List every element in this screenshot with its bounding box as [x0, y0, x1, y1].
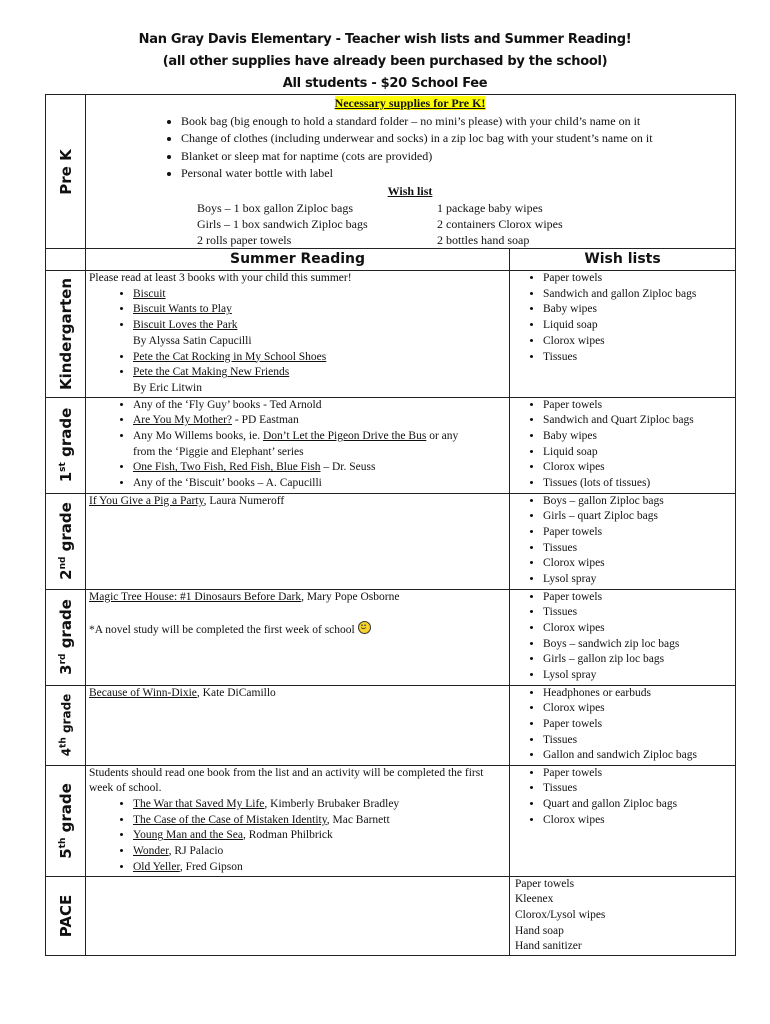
list-item: 2 rolls paper towels [197, 233, 292, 247]
list-item: • Tissues [543, 350, 731, 366]
list-item: • Wonder, RJ Palacio [133, 844, 505, 860]
smiley-face-icon [358, 621, 371, 634]
g1-book-list [89, 398, 505, 492]
list-item: • Tissues [543, 733, 731, 749]
pace-wish-list [510, 877, 735, 956]
list-item: Paper towels [515, 877, 575, 890]
summer-reading-header: Summer Reading [86, 249, 510, 271]
list-item: • Book bag (big enough to hold a standard folder – no mini’s please) with your child’s name on it [181, 113, 731, 131]
row-prek [46, 95, 736, 249]
list-item: • Paper towels [543, 766, 731, 782]
list-item: • Change of clothes (including underwear and socks) in a zip loc bag with your student’s name on it [181, 130, 731, 148]
g2-book-title: If You Give a Pig a Party [89, 494, 204, 507]
list-item: • Lysol spray [543, 668, 731, 684]
list-item: • Liquid soap [543, 318, 731, 334]
list-item: • Blanket or sleep mat for naptime (cots are provided) [181, 148, 731, 166]
grade-5-label: 5th grade [56, 782, 75, 859]
list-item: 2 containers Clorox wipes [437, 217, 563, 231]
list-item: • Clorox wipes [543, 460, 731, 476]
list-item: • Tissues [543, 605, 731, 621]
list-item: 1 package baby wipes [437, 201, 543, 215]
k-book-list [89, 287, 505, 334]
list-item: • Boys – sandwich zip loc bags [543, 637, 731, 653]
g1-wish-list [513, 398, 731, 492]
list-item: 2 bottles hand soap [437, 233, 530, 247]
list-item: • Biscuit Loves the Park [133, 318, 505, 334]
g5-wish-list [513, 766, 731, 829]
list-item: • Any Mo Willems books, ie. Don’t Let the Pigeon Drive the Bus or any from the ‘Piggie and Elephant’ series [133, 429, 505, 460]
list-item: Clorox/Lysol wipes [515, 908, 606, 921]
prek-wish-grid [197, 200, 731, 248]
g2-author: , Laura Numeroff [203, 494, 285, 507]
row-grade-2 [46, 493, 736, 589]
list-item: • Biscuit [133, 287, 505, 303]
k-author-2: By Eric Litwin [133, 381, 202, 394]
list-item: • Boys – gallon Ziploc bags [543, 494, 731, 510]
g5-intro: Students should read one book from the list and an activity will be completed the first week of school. [89, 766, 484, 795]
list-item: • Biscuit Wants to Play [133, 302, 505, 318]
g4-wish-list [513, 686, 731, 765]
g3-author: , Mary Pope Osborne [301, 590, 400, 603]
g3-wish-list [513, 590, 731, 684]
list-item: • Sandwich and Quart Ziploc bags [543, 413, 731, 429]
list-item: • Gallon and sandwich Ziploc bags [543, 748, 731, 764]
grade-4-label: 4th grade [58, 693, 73, 757]
kindergarten-label: Kindergarten [56, 277, 75, 390]
list-item: • Paper towels [543, 525, 731, 541]
list-item: • Headphones or earbuds [543, 686, 731, 702]
list-item: • Pete the Cat Making New Friends [133, 365, 505, 381]
list-item: • Liquid soap [543, 445, 731, 461]
list-item: • The Case of the Case of Mistaken Identity, Mac Barnett [133, 813, 505, 829]
row-kindergarten [46, 271, 736, 398]
list-item: • Clorox wipes [543, 556, 731, 572]
prek-content [86, 95, 736, 249]
list-item: • The War that Saved My Life, Kimberly Brubaker Bradley [133, 797, 505, 813]
list-item: • Lysol spray [543, 572, 731, 588]
column-header-row [46, 249, 736, 271]
list-item: • Young Man and the Sea, Rodman Philbrick [133, 828, 505, 844]
list-item: Boys – 1 box gallon Ziploc bags [197, 201, 353, 215]
row-grade-5 [46, 765, 736, 876]
g4-book-title: Because of Winn-Dixie [89, 686, 197, 699]
k-intro: Please read at least 3 books with your child this summer! [89, 272, 352, 284]
list-item: • Girls – gallon zip loc bags [543, 652, 731, 668]
list-item: • Girls – quart Ziploc bags [543, 509, 731, 525]
list-item: • Clorox wipes [543, 621, 731, 637]
pace-label: PACE [56, 894, 75, 938]
list-item: Girls – 1 box sandwich Ziploc bags [197, 217, 368, 231]
list-item: Hand soap [515, 924, 564, 937]
row-grade-1 [46, 397, 736, 493]
row-grade-4 [46, 685, 736, 765]
grade-3-label: 3rd grade [56, 599, 75, 675]
list-item: • Pete the Cat Rocking in My School Shoes [133, 350, 505, 366]
prek-supply-list [89, 113, 731, 183]
list-item: • Clorox wipes [543, 701, 731, 717]
list-item: • Clorox wipes [543, 813, 731, 829]
title-line-2: (all other supplies have already been purchased by the school) [162, 54, 608, 69]
supply-table [45, 94, 736, 956]
list-item: Kleenex [515, 893, 554, 906]
g3-book-title: Magic Tree House: #1 Dinosaurs Before Dark [89, 590, 302, 603]
title-line-1: Nan Gray Davis Elementary - Teacher wish lists and Summer Reading! [138, 32, 632, 47]
k-author-1: By Alyssa Satin Capucilli [133, 334, 252, 347]
grade-2-label: 2nd grade [56, 502, 75, 580]
list-item: • Sandwich and gallon Ziploc bags [543, 287, 731, 303]
list-item: • Old Yeller, Fred Gipson [133, 860, 505, 876]
list-item: • Clorox wipes [543, 334, 731, 350]
g4-author: , Kate DiCamillo [196, 686, 276, 699]
list-item: • Tissues [543, 541, 731, 557]
list-item: • Any of the ‘Fly Guy’ books - Ted Arnold [133, 398, 505, 414]
row-grade-3 [46, 589, 736, 685]
g5-book-list [89, 797, 505, 876]
k-wish-list [513, 271, 731, 365]
prek-wish-title: Wish list [387, 183, 433, 198]
prek-label: Pre K [56, 148, 75, 195]
grade-1-label: 1st grade [56, 407, 75, 483]
wish-lists-header: Wish lists [510, 249, 736, 271]
list-item: • One Fish, Two Fish, Red Fish, Blue Fish – Dr. Seuss [133, 460, 505, 476]
g2-wish-list [513, 494, 731, 588]
prek-label-cell [46, 95, 86, 249]
list-item: • Personal water bottle with label [181, 165, 731, 183]
list-item: • Tissues (lots of tissues) [543, 476, 731, 492]
list-item: Hand sanitizer [515, 940, 582, 953]
list-item: • Paper towels [543, 271, 731, 287]
list-item: • Are You My Mother? - PD Eastman [133, 413, 505, 429]
list-item: • Baby wipes [543, 302, 731, 318]
g3-note: *A novel study will be completed the first week of school [89, 624, 355, 637]
list-item: • Paper towels [543, 590, 731, 606]
row-pace [46, 876, 736, 956]
list-item: • Any of the ‘Biscuit’ books – A. Capucilli [133, 476, 505, 492]
list-item: • Quart and gallon Ziploc bags [543, 797, 731, 813]
prek-title: Necessary supplies for Pre K! [334, 96, 486, 110]
list-item: • Baby wipes [543, 429, 731, 445]
list-item: • Tissues [543, 781, 731, 797]
title-line-3: All students - $20 School Fee [282, 76, 488, 91]
list-item: • Paper towels [543, 398, 731, 414]
list-item: • Paper towels [543, 717, 731, 733]
